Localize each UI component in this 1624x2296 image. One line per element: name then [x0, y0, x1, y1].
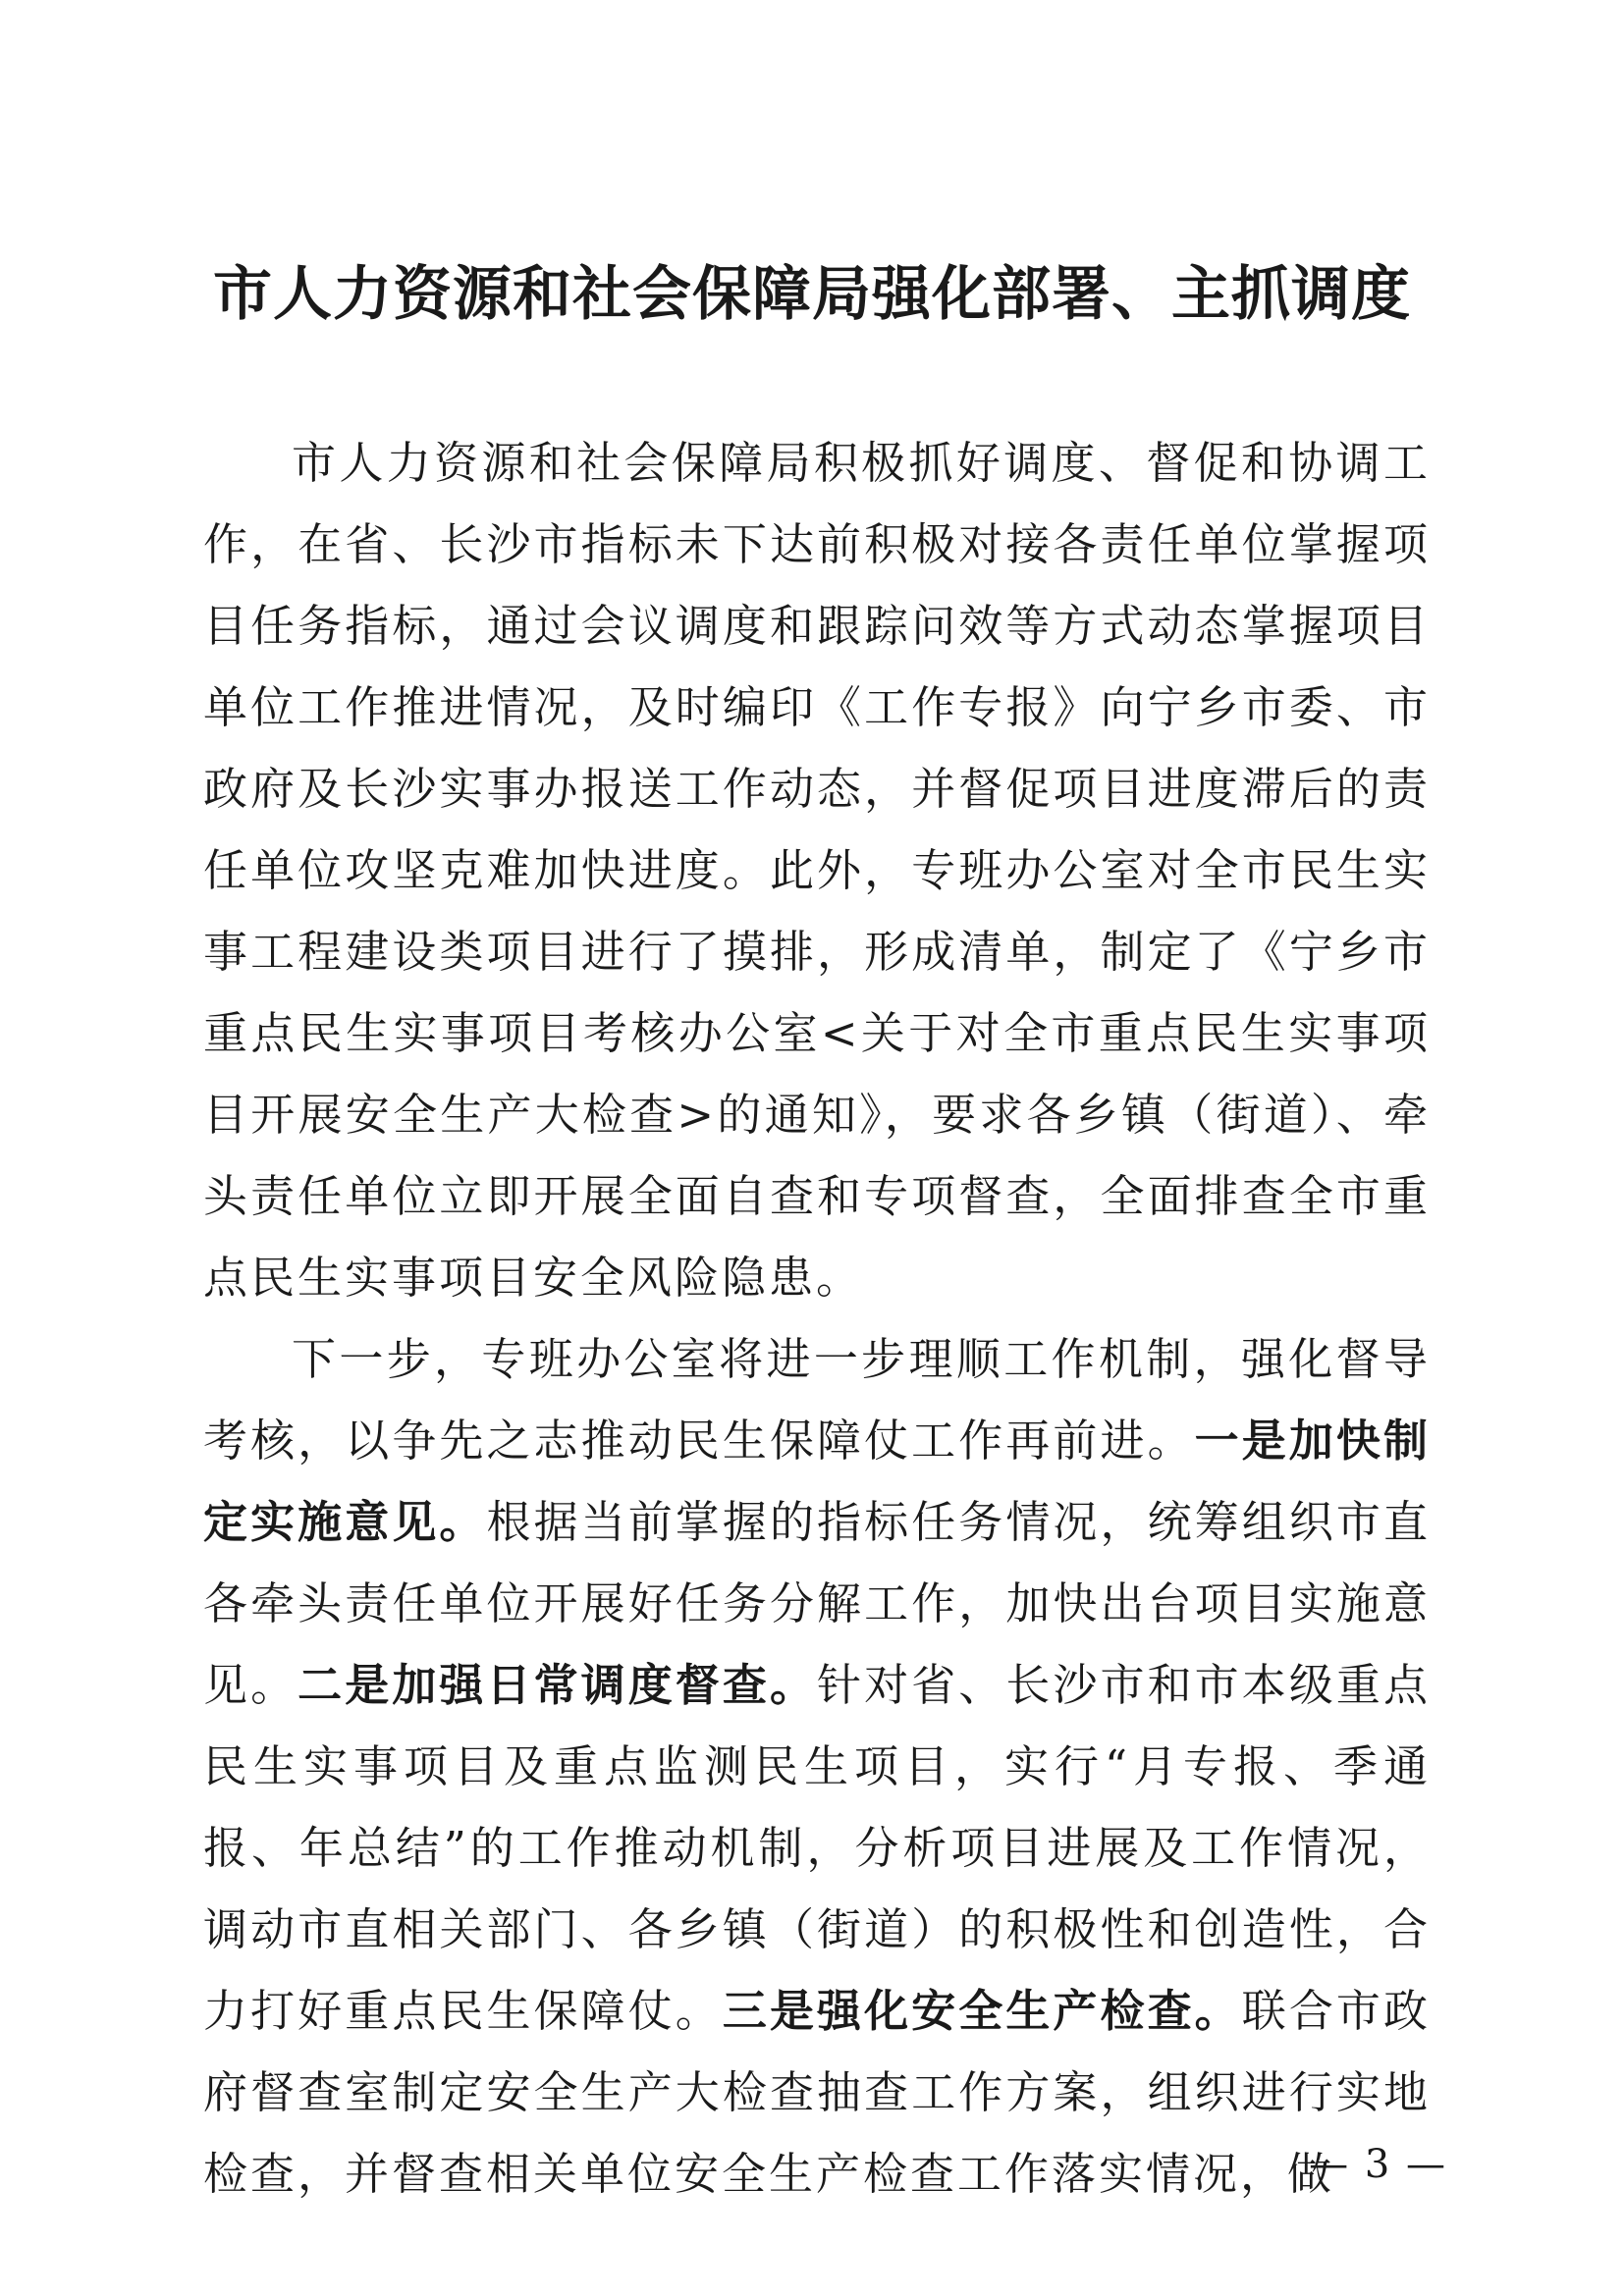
paragraph-1: 市人力资源和社会保障局积极抓好调度、督促和协调工作，在省、长沙市指标未下达前积极对接各责任单位掌握项目任务指标，通过会议调度和跟踪问效等方式动态掌握项目单位工作推进情况，及时编印《工作专报》向宁乡市委、市政府及长沙实事办报送工作动态，并督促项目进度滞后的责任单位攻坚克难加快进度。此外，专班办公室对全市民生实事工程建设类项目进行了摸排，形成清单，制定了《宁乡市重点民生实事项目考核办公室<关于对全市重点民生实事项目开展安全生产大检查>的通知》，要求各乡镇（街道）、牵头责任单位立即开展全面自查和专项督查，全面排查全市重点民生实事项目安全风险隐患。: [203, 437, 1431, 1304]
point-3-text: 联合市政府督查室制定安全生产大检查抽查工作方案，组织进行实地检查，并督查相关单位安全生产检查工作落实情况，做: [203, 1985, 1431, 2200]
document-body: [203, 422, 1431, 2215]
paragraph-2: [203, 1318, 1431, 2215]
paragraph-2-intro: 下一步，专班办公室将进一步理顺工作机制，强化督导考核，以争先之志推动民生保障仗工作再前进。: [203, 1333, 1431, 1467]
point-2-heading: 二是加强日常调度督查。: [298, 1659, 818, 1711]
point-3-heading: 三是强化安全生产检查。: [722, 1985, 1242, 2037]
page-title: 市人力资源和社会保障局强化部署、主抓调度: [213, 260, 1411, 329]
point-1-heading: 一是加快制定实施意见。: [203, 1415, 1431, 1548]
page-number: — 3 —: [1309, 2142, 1447, 2187]
point-1-text: 根据当前掌握的指标任务情况，统筹组织市直各牵头责任单位开展好任务分解工作，加快出台项目实施意见。: [203, 1496, 1431, 1711]
point-2-text: 针对省、长沙市和市本级重点民生实事项目及重点监测民生项目，实行“月专报、季通报、年总结”的工作推动机制，分析项目进展及工作情况，调动市直相关部门、各乡镇（街道）的积极性和创造性，合力打好重点民生保障仗。: [203, 1659, 1431, 2037]
